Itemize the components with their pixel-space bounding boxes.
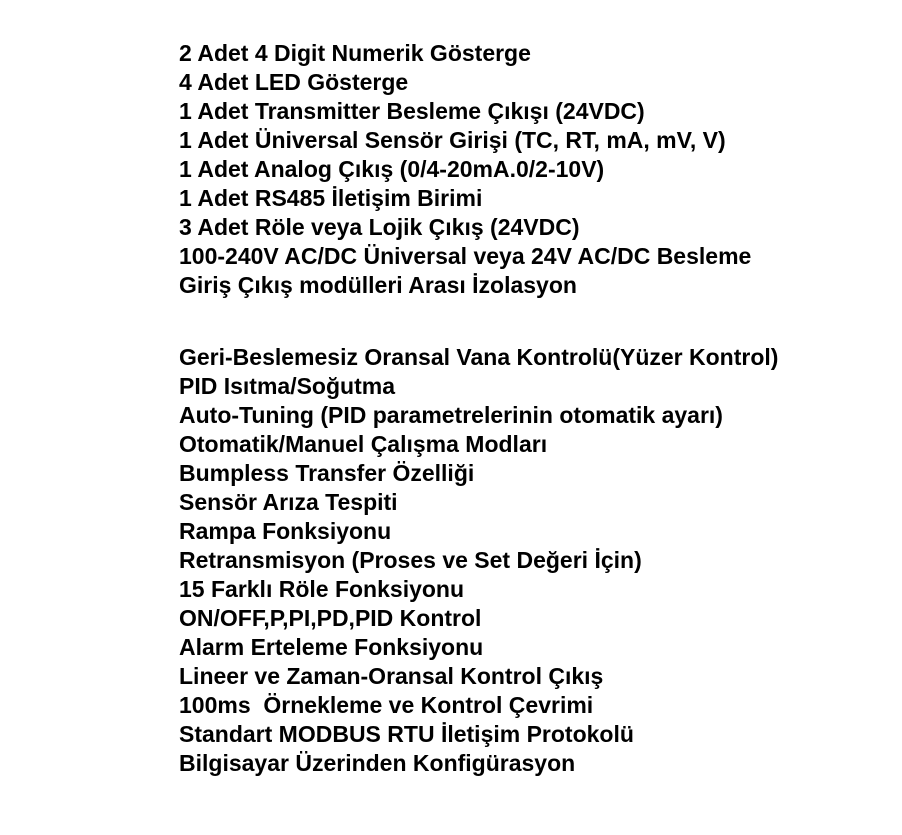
software-feature-item: Sensör Arıza Tespiti: [179, 489, 398, 515]
software-feature-item: Otomatik/Manuel Çalışma Modları: [179, 431, 548, 457]
software-feature-list: [179, 343, 778, 778]
software-feature-item: Rampa Fonksiyonu: [179, 518, 392, 544]
feature-document: [179, 39, 778, 778]
section-spacer: [179, 300, 778, 343]
software-feature-item: Alarm Erteleme Fonksiyonu: [179, 634, 484, 660]
hardware-feature-item: 2 Adet 4 Digit Numerik Gösterge: [179, 40, 531, 66]
software-feature-item: ON/OFF,P,PI,PD,PID Kontrol: [179, 605, 482, 631]
software-feature-item: Standart MODBUS RTU İletişim Protokolü: [179, 721, 634, 747]
software-feature-item: 100ms Örnekleme ve Kontrol Çevrimi: [179, 692, 594, 718]
hardware-feature-item: 4 Adet LED Gösterge: [179, 69, 409, 95]
software-feature-item: Retransmisyon (Proses ve Set Değeri İçin): [179, 547, 642, 573]
hardware-feature-item: 1 Adet Analog Çıkış (0/4-20mA.0/2-10V): [179, 156, 605, 182]
software-feature-item: PID Isıtma/Soğutma: [179, 373, 395, 399]
software-feature-item: Bumpless Transfer Özelliği: [179, 460, 475, 486]
hardware-feature-item: Giriş Çıkış modülleri Arası İzolasyon: [179, 272, 577, 298]
hardware-feature-item: 3 Adet Röle veya Lojik Çıkış (24VDC): [179, 214, 580, 240]
software-feature-item: Bilgisayar Üzerinden Konfigürasyon: [179, 750, 576, 776]
software-feature-item: Auto-Tuning (PID parametrelerinin otomatik ayarı): [179, 402, 723, 428]
hardware-feature-list: [179, 39, 778, 300]
software-feature-item: 15 Farklı Röle Fonksiyonu: [179, 576, 465, 602]
hardware-feature-item: 1 Adet Transmitter Besleme Çıkışı (24VDC): [179, 98, 645, 124]
software-feature-item: Geri-Beslemesiz Oransal Vana Kontrolü(Yüzer Kontrol): [179, 344, 779, 370]
hardware-feature-item: 100-240V AC/DC Üniversal veya 24V AC/DC Besleme: [179, 243, 752, 269]
hardware-feature-item: 1 Adet Üniversal Sensör Girişi (TC, RT, mA, mV, V): [179, 127, 726, 153]
software-feature-item: Lineer ve Zaman-Oransal Kontrol Çıkış: [179, 663, 604, 689]
hardware-feature-item: 1 Adet RS485 İletişim Birimi: [179, 185, 483, 211]
